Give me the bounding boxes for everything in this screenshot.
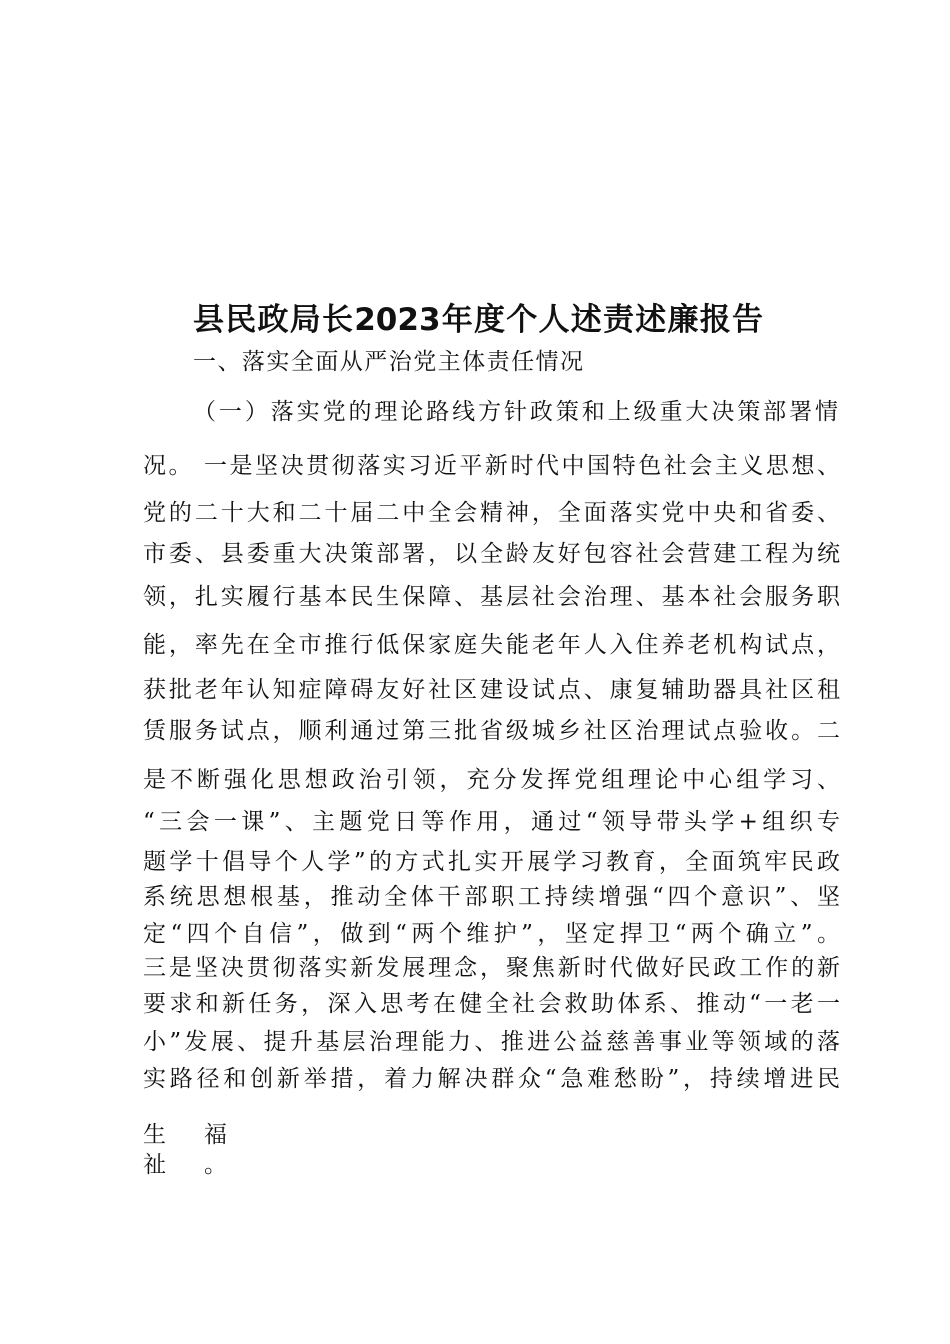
subsection-heading: （一）落实党的理论路线方针政策和上级重大决策部署情: [193, 399, 838, 425]
paragraph-line: 况。 一是坚决贯彻落实习近平新时代中国特色社会主义思想、: [143, 453, 840, 479]
paragraph-line: “三会一课”、主题党日等作用，通过“领导带头学+组织专: [143, 809, 840, 835]
document-title: 县民政局长2023年度个人述责述廉报告: [193, 302, 763, 338]
paragraph-line: 获批老年认知症障碍友好社区建设试点、康复辅助器具社区租: [143, 677, 840, 703]
paragraph-line: 赁服务试点，顺利通过第三批省级城乡社区治理试点验收。二: [143, 718, 840, 744]
paragraph-line: 实路径和创新举措，着力解决群众“急难愁盼”，持续增进民: [143, 1066, 840, 1092]
paragraph-line: 要求和新任务，深入思考在健全社会救助体系、推动“一老一: [143, 991, 840, 1017]
paragraph-line: 生福祉。: [143, 1122, 227, 1178]
paragraph-line: 是不断强化思想政治引领，充分发挥党组理论中心组学习、: [143, 767, 840, 793]
paragraph-line: 三是坚决贯彻落实新发展理念，聚焦新时代做好民政工作的新: [143, 955, 840, 981]
paragraph-line: 市委、县委重大决策部署，以全龄友好包容社会营建工程为统: [143, 541, 840, 567]
paragraph-line: 党的二十大和二十届二中全会精神，全面落实党中央和省委、: [143, 500, 840, 526]
section-heading: 一、落实全面从严治党主体责任情况: [193, 349, 583, 375]
paragraph-line: 定“四个自信”，做到“两个维护”，坚定捍卫“两个确立”。: [143, 921, 840, 947]
paragraph-line: 系统思想根基，推动全体干部职工持续增强“四个意识”、坚: [143, 884, 840, 910]
paragraph-line: 题学十倡导个人学”的方式扎实开展学习教育，全面筑牢民政: [143, 849, 840, 875]
paragraph-line: 能，率先在全市推行低保家庭失能老年人入住养老机构试点，: [143, 632, 840, 658]
paragraph-line: 小”发展、提升基层治理能力、推进公益慈善事业等领域的落: [143, 1029, 840, 1055]
paragraph-line: 领，扎实履行基本民生保障、基层社会治理、基本社会服务职: [143, 584, 840, 610]
